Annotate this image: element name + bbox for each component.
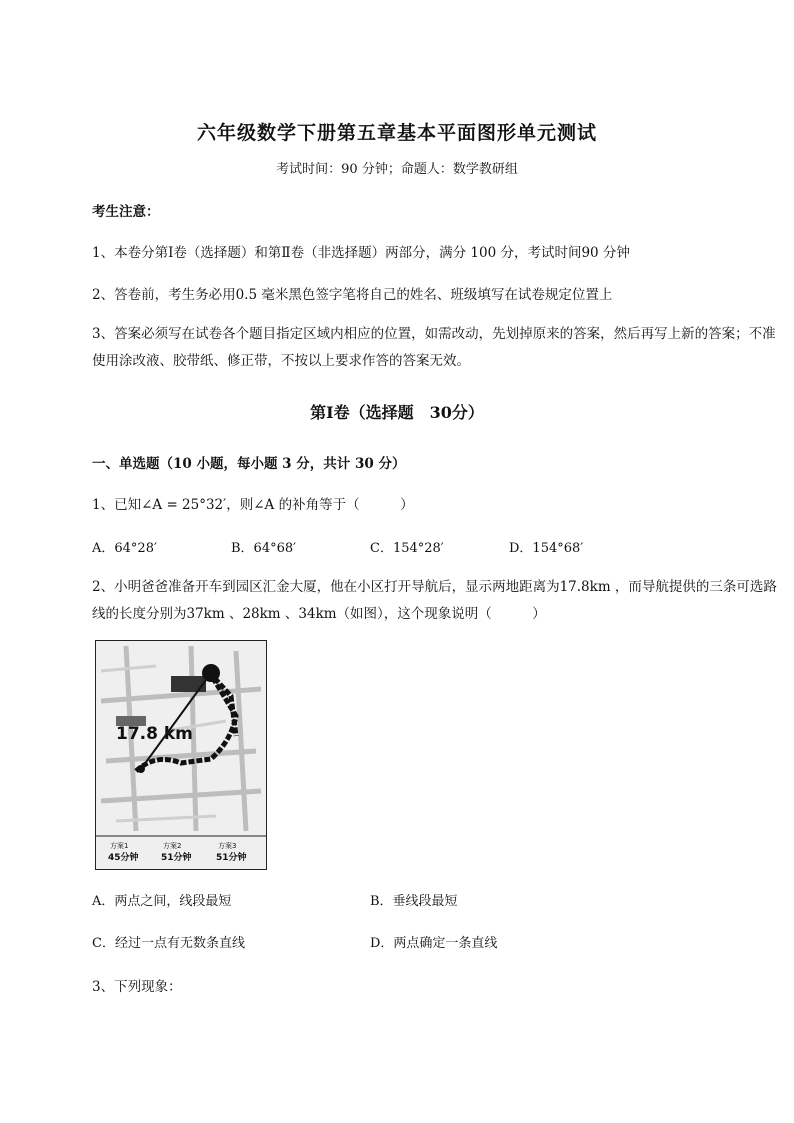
notice-heading: 考生注意： — [92, 204, 160, 220]
route-3-name: 方案3 — [218, 842, 237, 850]
exam-info: 考试时间：90 分钟；命题人：数学教研组 — [276, 162, 518, 177]
question-2-option-a[interactable]: A．两点之间，线段最短 — [92, 894, 232, 909]
page-title: 六年级数学下册第五章基本平面图形单元测试 — [196, 122, 597, 144]
question-1-option-c[interactable]: C．154°28′ — [370, 541, 444, 556]
question-3-stem: 3、下列现象： — [92, 979, 182, 995]
map-distance-label: 17.8 km — [116, 724, 193, 744]
section-title: 第Ⅰ卷（选择题 30分） — [310, 403, 484, 422]
notice-item: 2、答卷前，考生务必用0.5 毫米黑色签字笔将自己的姓名、班级填写在试卷规定位置上 — [92, 287, 613, 303]
question-1-option-b[interactable]: B．64°68′ — [231, 541, 297, 556]
map-drawing — [96, 641, 266, 869]
question-2-option-d[interactable]: D．两点确定一条直线 — [370, 936, 498, 951]
route-2-time: 51分钟 — [161, 853, 192, 863]
notice-item: 1、本卷分第Ⅰ卷（选择题）和第Ⅱ卷（非选择题）两部分，满分 100 分，考试时间90 分钟 — [92, 245, 630, 261]
question-2-stem: 2、小明爸爸准备开车到园区汇金大厦，他在小区打开导航后，显示两地距离为17.8km ，而导航提供的三条可选路线的长度分别为37km 、28km 、34km（如图），这个现象说明（ ） — [92, 579, 777, 622]
route-1-time: 45分钟 — [108, 853, 139, 863]
question-1-stem: 1、已知∠A = 25°32′，则∠A 的补角等于（ ） — [92, 497, 414, 513]
notice-item: 3、答案必须写在试卷各个题目指定区域内相应的位置，如需改动，先划掉原来的答案，然后再写上新的答案；不准使用涂改液、胶带纸、修正带，不按以上要求作答的答案无效。 — [92, 326, 776, 369]
route-3-time: 51分钟 — [216, 853, 247, 863]
route-1-name: 方案1 — [110, 842, 129, 850]
part-heading: 一、单选题（10 小题，每小题 3 分，共计 30 分） — [92, 456, 406, 472]
question-1-option-a[interactable]: A．64°28′ — [92, 541, 157, 556]
navigation-map-image — [95, 640, 267, 870]
question-1-option-d[interactable]: D．154°68′ — [509, 541, 584, 556]
question-2-option-c[interactable]: C．经过一点有无数条直线 — [92, 936, 245, 951]
question-2-option-b[interactable]: B．垂线段最短 — [370, 894, 458, 909]
route-2-name: 方案2 — [163, 842, 182, 850]
